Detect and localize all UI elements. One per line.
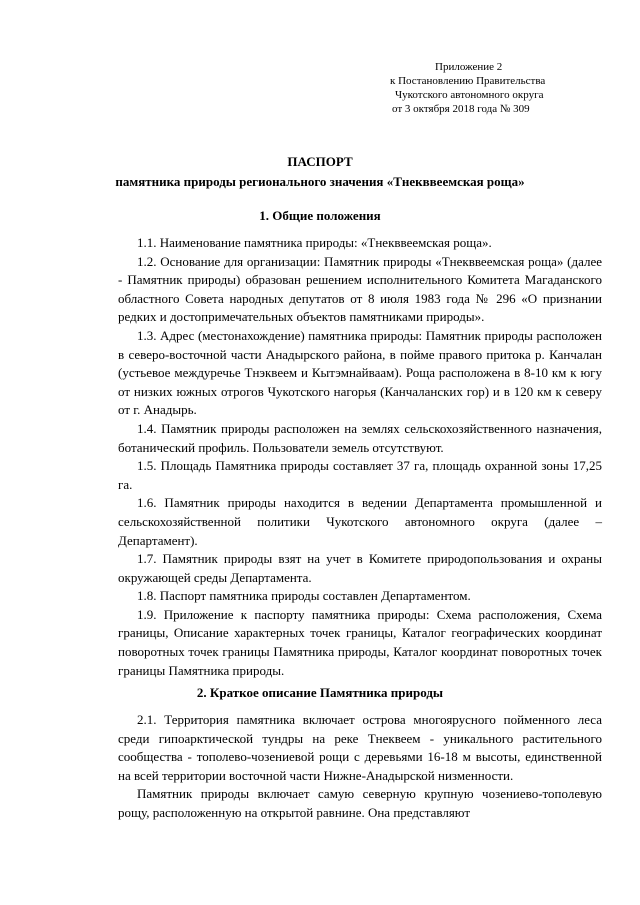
annex-reference [390,60,545,116]
paragraph-1-6: 1.6. Памятник природы находится в ведении Департамента промышленной и сельскохозяйственной политики Чукотского автономного округа (далее – Департамент). [118,495,602,548]
annex-number: Приложение 2 [435,61,503,73]
paragraph-1-9: 1.9. Приложение к паспорту памятника природы: Схема расположения, Схема границы, Описание характерных точек границы, Каталог географических координат поворотных точек границы Памятника природы, Каталог координат поворотных точек границы Памятника природы. [118,606,602,678]
section-heading-description: 2. Краткое описание Памятника природы [196,685,444,700]
paragraph-2-1: 2.1. Территория памятника включает острова многоярусного пойменного леса среди гипоарктической тундры на реке Тнеквеем - уникального растительного сообщества - тополево-чозениевой рощи с деревьями 16-18 м высоты, единственной на всей территории восточной части Нижне-Анадырской низменности. [118,712,602,783]
paragraph-1-5: 1.5. Площадь Памятника природы составляет 37 га, площадь охранной зоны 17,25 га. [118,458,602,492]
paragraph-1-1: 1.1. Наименование памятника природы: «Тнекввеемская роща». [137,235,492,250]
section-body-description [118,711,602,823]
document-title: ПАСПОРТ [287,154,353,169]
paragraph-1-4: 1.4. Памятник природы расположен на землях сельскохозяйственного назначения, ботанический профиль. Пользователи земель отсутствуют. [118,420,602,455]
annex-authority: Чукотского автономного округа [395,89,544,101]
annex-resolution: к Постановлению Правительства [390,75,546,87]
document-subtitle: памятника природы регионального значения «Тнекввеемская роща» [115,174,525,189]
section-heading-general: 1. Общие положения [259,208,381,223]
paragraph-1-3: 1.3. Адрес (местонахождение) памятника природы: Памятник природы расположен в северо-восточной части Анадырского района, в пойме правого притока р. Канчалан (устьевое междуречье Тнэквеем и Кытэмнайваам). Роща расположена в 8-10 км к югу от низких южных отрогов Чукотского нагорья (Канчаланских гор) и в 120 км к северу от г. Анадырь. [118,327,602,418]
paragraph-1-7: 1.7. Памятник природы взят на учет в Комитете природопользования и охраны окружающей среды Департамента. [118,551,602,585]
annex-date: от 3 октября 2018 года № 309 [392,103,530,115]
paragraph-1-8: 1.8. Паспорт памятника природы составлен Департаментом. [137,588,471,604]
paragraph-1-2: 1.2. Основание для организации: Памятник природы «Тнекввеемская роща» (далее - Памятник природы) образован решением исполнительного Комитета Магаданского областного Совета народных депутатов от 8 июля 1983 года № 296 «О признании редких и достопримечательных объектов памятниками природы». [118,253,602,325]
paragraph-2-2: Памятник природы включает самую северную крупную чозениево-тополевую рощу, расположенную на открытой равнине. Она представляют [118,786,602,820]
section-body-general [118,234,602,680]
